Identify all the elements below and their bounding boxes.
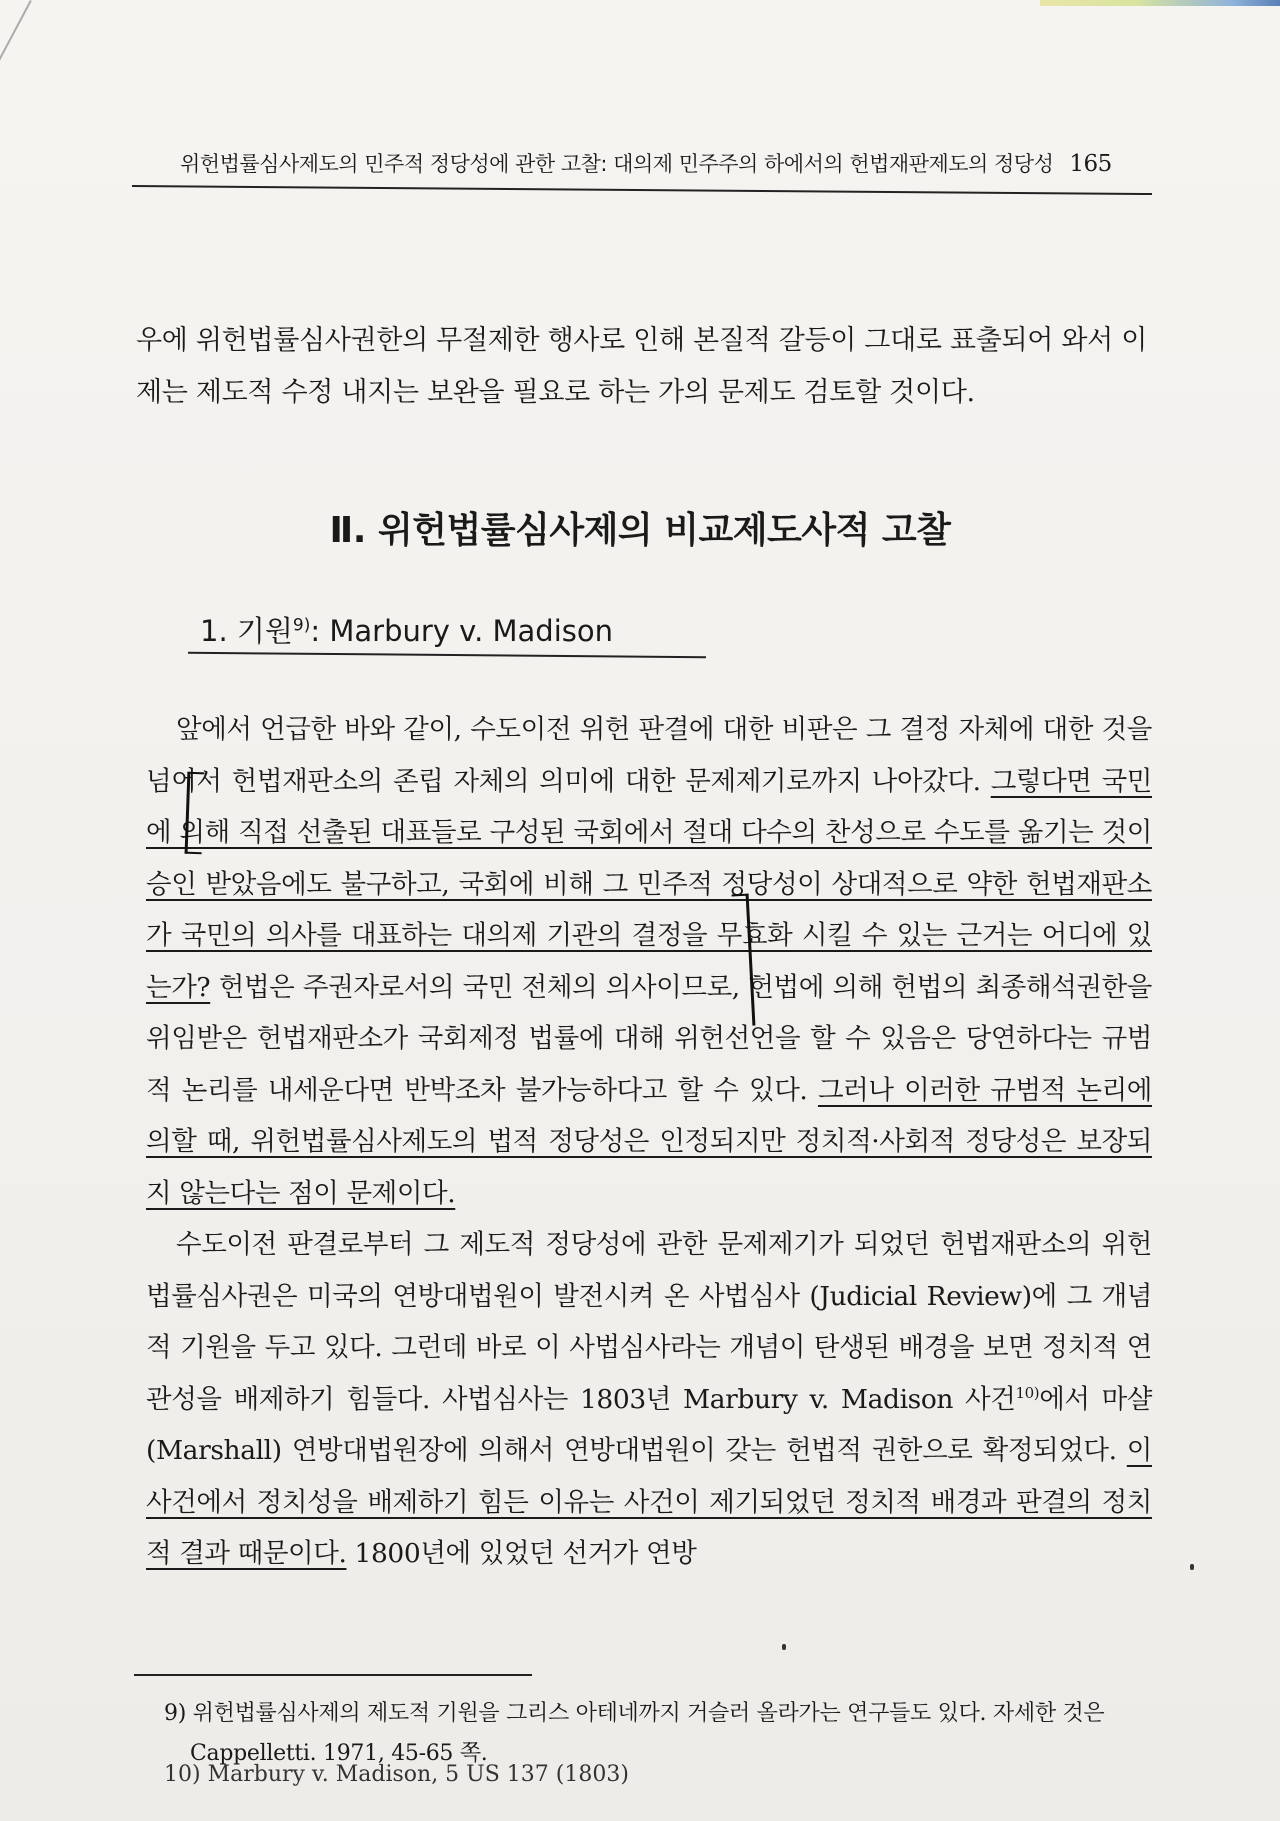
pen-dot — [1190, 1564, 1194, 1570]
footnote-10-cut-off — [164, 1762, 644, 1787]
running-title: 위헌법률심사제도의 민주적 정당성에 관한 고찰: 대의제 민주주의 하에서의 헌법재판제도의 정당성 — [180, 152, 1054, 176]
pen-bracket-left — [185, 772, 205, 855]
intro-paragraph: 우에 위헌법률심사권한의 무절제한 행사로 인해 본질적 갈등이 그대로 표출되어 와서 이제는 제도적 수정 내지는 보완을 필요로 하는 가의 문제도 검토할 것이다. — [136, 325, 1147, 408]
header-rule — [132, 185, 1152, 195]
footnote-10: 10) Marbury v. Madison, 5 US 137 (1803) — [164, 1762, 629, 1787]
p1-sentence-1: 앞에서 언급한 바와 같이, 수도이전 위헌 판결에 대한 비판은 그 결정 자체에 대한 것을 넘어서 헌법재판소의 존립 자체의 의미에 대한 문제제기로까지 나아갔다. — [146, 714, 1152, 797]
footnote-9: 9) 위헌법률심사제의 제도적 기원을 그리스 아테네까지 거슬러 올라가는 연구들도 있다. 자세한 것은 Cappelletti. 1971, 45-65 쪽. — [164, 1701, 1105, 1766]
subsection-suffix: : Marbury v. Madison — [310, 614, 614, 648]
subsection-underline — [188, 652, 706, 659]
body-text — [146, 704, 1152, 1580]
p2-sentence-4: 1800년에 있었던 선거가 연방 — [354, 1538, 697, 1569]
body-paragraph-2 — [146, 1219, 1152, 1580]
pen-dot — [782, 1644, 786, 1650]
body-paragraph-1 — [146, 704, 1152, 1219]
subsection-footnote-ref: 9) — [292, 615, 311, 636]
subsection-label: 1. 기원 — [200, 614, 293, 648]
section-title: Ⅱ. 위헌법률심사제의 비교제도사적 고찰 — [329, 510, 951, 551]
running-header — [180, 148, 1140, 178]
p2-sentence-2: 에서 마샬 (Marshall) 연방대법원장에 의해서 연방대법원이 갖는 헌법적 권한으로 확정되었다. — [146, 1383, 1153, 1466]
p2-sentence-1: 수도이전 판결로부터 그 제도적 정당성에 관한 문제제기가 되었던 헌법재판소의 위헌법률심사권은 미국의 연방대법원이 발전시켜 온 사법심사 (Judicial Review)에 그 개념적 기원을 두고 있다. 그런데 바로 이 사법심사라는 개념이 탄생된 배경을 보면 정치적 연관성을 배제하기 힘들다. 사법심사는 1803년 Marbury v. Madison 사건 — [146, 1229, 1152, 1415]
p2-footnote-ref: 10) — [1015, 1383, 1040, 1402]
page-number: 165 — [1069, 151, 1112, 177]
footnote-rule — [134, 1674, 532, 1676]
corner-pen-stroke — [0, 0, 32, 116]
p1-sentence-3: 헌법은 주권자로서의 국민 전체의 의사이므로, 헌법에 의해 헌법의 최종해석권한을 위임받은 헌법재판소가 국회제정 법률에 대해 위헌선언을 할 수 있음은 당연하다는 규범적 논리를 내세운다면 반박조차 불가능하다고 할 수 있다. — [146, 971, 1152, 1106]
corner-color-mark — [1040, 0, 1280, 6]
p2-underlined-reason: 이 사건에서 정치성을 배제하기 힘든 이유는 사건이 제기되었던 정치적 배경과 판결의 정치적 결과 때문이다. — [146, 1435, 1152, 1569]
subsection-heading — [200, 609, 613, 650]
p1-underlined-conclusion: 그러나 이러한 규범적 논리에 의할 때, 위헌법률심사제도의 법적 정당성은 인정되지만 정치적·사회적 정당성은 보장되지 않는다는 점이 문제이다. — [146, 1074, 1152, 1209]
p1-underlined-question: 그렇다면 국민에 의해 직접 선출된 대표들로 구성된 국회에서 절대 다수의 찬성으로 수도를 옮기는 것이 승인 받았음에도 불구하고, 국회에 비해 그 민주적 정당성이 상대적으로 약한 헌법재판소가 국민의 의사를 대표하는 대의제 기관의 결정을 무효화 시킬 수 있는 근거는 어디에 있는가? — [146, 765, 1152, 1003]
